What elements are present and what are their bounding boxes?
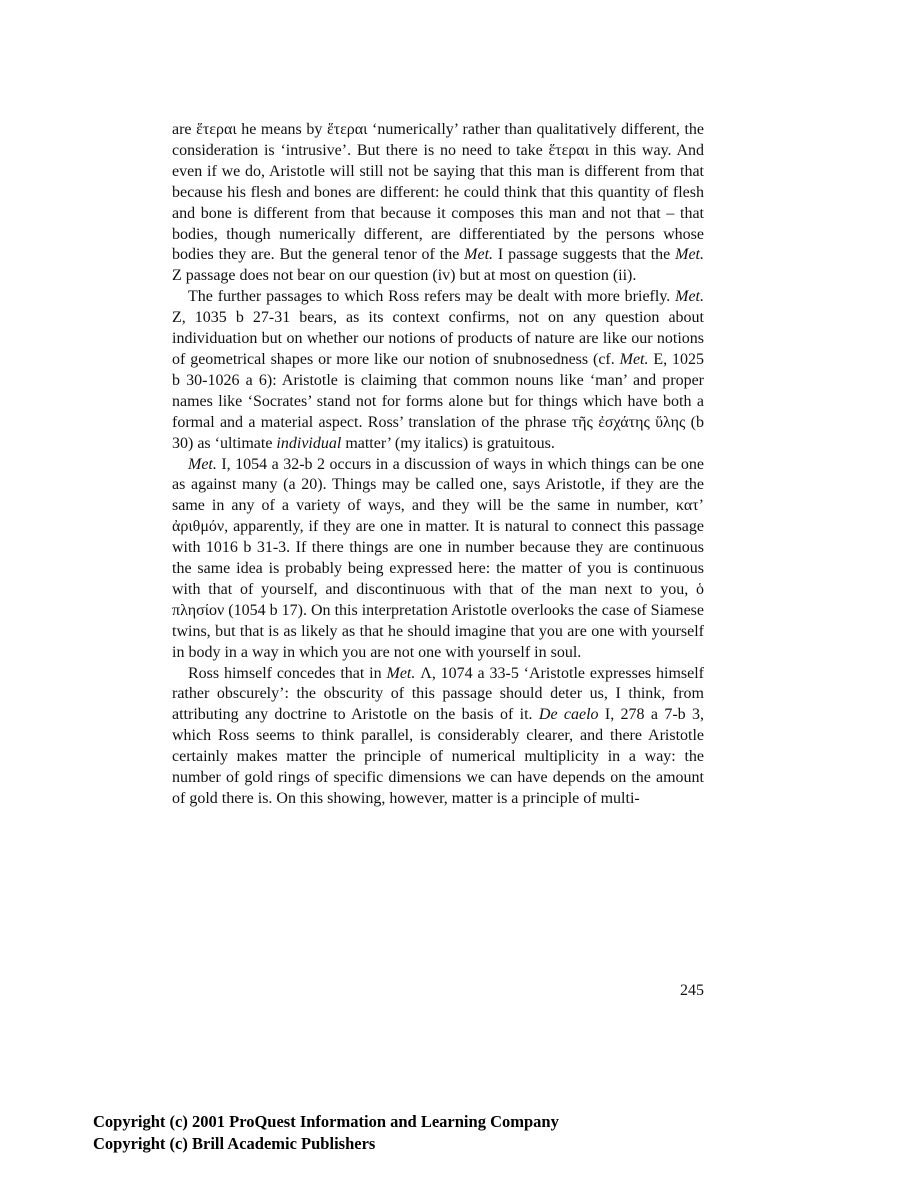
copyright-line-1: Copyright (c) 2001 ProQuest Information and Learning Company xyxy=(93,1112,559,1131)
text-segment: I, 278 a 7-b 3, which Ross seems to think parallel, is considerably clearer, and there Aristotle certainly makes matter the principle of numerical multiplicity in a way: the number of gold rings of specific dimensions we can have depends on the amount of gold there is. On this showing, however, matter is a principle of multi- xyxy=(172,706,704,807)
paragraph xyxy=(172,120,704,287)
italic-text: individual xyxy=(276,434,342,452)
text-segment: I, 1054 a 32-b 2 occurs in a discussion of ways in which things can be one as against many (a 20). Things may be called one, says Aristotle, if they are the same in any of a variety of ways, and they will be the same in number, κατ’ ἀριθμόν, apparently, if they are one in matter. It is natural to connect this passage with 1016 b 31-3. If there things are one in number because they are continuous the same idea is probably being expressed here: the matter of you is continuous with that of yourself, and discontinuous with that of the man next to you, ὁ πλησίον (1054 b 17). On this interpretation Aristotle overlooks the case of Siamese twins, but that is as likely as that he should imagine that you are one with yourself in body in a way in which you are not one with yourself in soul. xyxy=(172,455,704,661)
text-segment: Ross himself concedes that in xyxy=(188,664,387,682)
italic-text: Met. xyxy=(619,350,649,368)
copyright-line-2: Copyright (c) Brill Academic Publishers xyxy=(93,1134,376,1153)
italic-text: Met. xyxy=(464,246,494,264)
text-segment: Z, 1035 b 27-31 bears, as its context confirms, not on any question about individuation but on whether our notions of products of nature are like our notions of geometrical shapes or more like our notion of snubnosedness (cf. xyxy=(172,309,704,368)
text-segment: Λ, 1074 a 33-5 ‘Aristotle expresses himself rather obscurely’: the obscurity of this passage should deter us, I think, from attributing any doctrine to Aristotle on the basis of it. xyxy=(172,664,705,724)
page-number: 245 xyxy=(680,982,704,999)
text-segment: E, 1025 b 30-1026 a 6): Aristotle is claiming that common nouns like ‘man’ and proper names like ‘Socrates’ stand not for forms alone but for things which have both a formal and a material aspect. Ross’ translation of the phrase τῆς ἐσχάτης ὕλης (b 30) as ‘ultimate xyxy=(172,350,705,452)
italic-text: Met. xyxy=(675,246,704,264)
text-segment: are ἕτεραι he means by ἕτεραι ‘numerically’ rather than qualitatively different, the consideration is ‘intrusive’. But there is no need to take ἕτεραι in this way. And even if we do, Aristotle will still not be saying that this man is different from that because his flesh and bones are different: he could think that this quantity of flesh and bone is different from that because it composes this man and not that – that bodies, though numerically different, are differentiated by the persons whose bodies they are. But the general tenor of the xyxy=(172,121,704,264)
italic-text: Met. xyxy=(188,455,217,473)
paragraph xyxy=(172,664,704,810)
italic-text: Met. xyxy=(675,288,704,306)
text-segment: I passage suggests that the xyxy=(493,246,676,264)
italic-text: De caelo xyxy=(538,706,599,724)
text-segment: matter’ (my italics) is gratuitous. xyxy=(341,434,555,452)
paragraph xyxy=(172,455,704,664)
text-segment: Z passage does not bear on our question (iv) but at most on question (ii). xyxy=(172,267,637,285)
body-text xyxy=(172,120,704,810)
paragraph xyxy=(172,287,704,454)
italic-text: Met. xyxy=(386,664,416,682)
text-segment: The further passages to which Ross refers may be dealt with more briefly. xyxy=(188,288,676,306)
